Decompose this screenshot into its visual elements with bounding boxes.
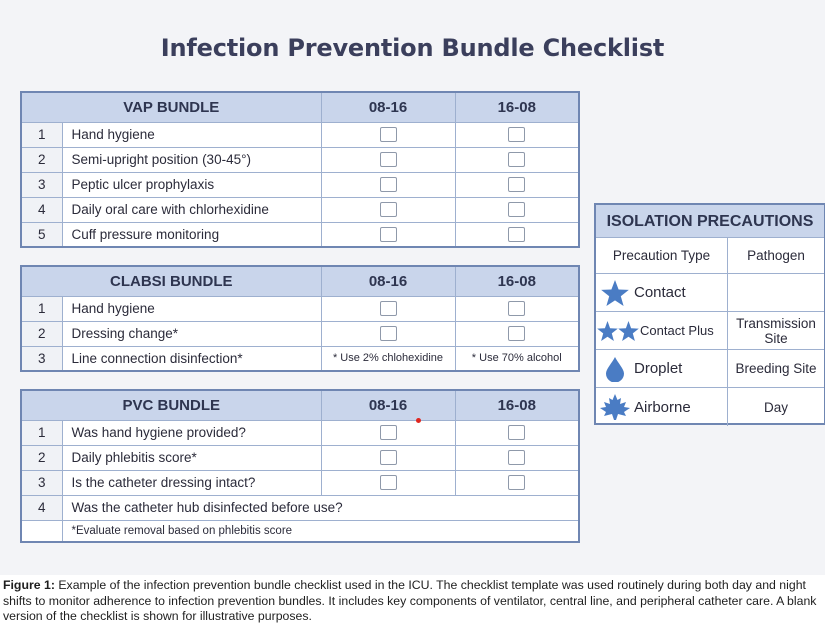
isolation-precautions-header: ISOLATION PRECAUTIONS — [596, 205, 824, 238]
table-row — [21, 495, 579, 520]
chlorhexidine-note: * Use 2% chlohexidine — [321, 346, 455, 371]
clabsi-bundle-header: CLABSI BUNDLE — [21, 266, 321, 296]
clabsi-bundle-table — [20, 265, 580, 372]
pathogen-value: Transmission Site — [736, 315, 816, 346]
checkbox[interactable] — [380, 326, 397, 341]
checkbox[interactable] — [380, 152, 397, 167]
checkbox[interactable] — [380, 202, 397, 217]
caption-text: Example of the infection prevention bundle checklist used in the ICU. The checklist template was used routinely during both day and night shifts to monitor adherence to infection prevention bundles. It includes key components of ventilator, central line, and peripheral catheter care. A blank version of the checklist is shown for illustrative purposes. — [3, 578, 817, 623]
isolation-precautions-panel — [594, 203, 825, 425]
table-row — [21, 445, 579, 470]
row-number: 3 — [21, 470, 62, 495]
checkbox[interactable] — [508, 127, 525, 142]
clabsi-shift-day-header: 08-16 — [321, 266, 455, 296]
pvc-bundle-table — [20, 389, 580, 543]
figure-caption — [3, 578, 823, 625]
checkbox[interactable] — [508, 475, 525, 490]
checklist-item-label: Line connection disinfection* — [62, 346, 321, 371]
table-row — [21, 172, 579, 197]
checklist-item-label: Dressing change* — [62, 321, 321, 346]
checkbox[interactable] — [508, 152, 525, 167]
pathogen-value: Breeding Site — [735, 361, 817, 376]
row-number: 3 — [21, 172, 62, 197]
row-number: 3 — [21, 346, 62, 371]
vap-bundle-table — [20, 91, 580, 248]
table-row — [21, 122, 579, 147]
checkbox[interactable] — [380, 475, 397, 490]
row-number: 4 — [21, 197, 62, 222]
checklist-item-label: Hand hygiene — [62, 122, 321, 147]
checklist-item-label: Daily oral care with chlorhexidine — [62, 197, 321, 222]
row-number: 1 — [21, 122, 62, 147]
precaution-type-header: Precaution Type — [596, 238, 728, 273]
row-number: 1 — [21, 296, 62, 321]
pvc-bundle-header: PVC BUNDLE — [21, 390, 321, 420]
checkbox[interactable] — [380, 227, 397, 242]
row-number: 5 — [21, 222, 62, 247]
checklist-item-label: Is the catheter dressing intact? — [62, 470, 321, 495]
pathogen-value: Day — [763, 399, 788, 415]
vap-shift-day-header: 08-16 — [321, 92, 455, 122]
pathogen-value — [728, 274, 824, 311]
checkbox[interactable] — [508, 450, 525, 465]
checkbox[interactable] — [508, 202, 525, 217]
pathogen-header: Pathogen — [747, 248, 805, 263]
phlebitis-footnote: *Evaluate removal based on phlebitis score — [62, 520, 579, 542]
pvc-shift-day-header: 08-16 — [321, 390, 455, 420]
checkbox[interactable] — [380, 127, 397, 142]
star-icon — [596, 279, 634, 307]
row-number: 1 — [21, 420, 62, 445]
precaution-row — [596, 274, 824, 312]
pvc-shift-night-header: 16-08 — [455, 390, 579, 420]
checklist-item-label: Hand hygiene — [62, 296, 321, 321]
row-number: 2 — [21, 321, 62, 346]
checklist-item-label: Daily phlebitis score* — [62, 445, 321, 470]
precaution-label: Contact Plus — [640, 323, 714, 338]
checkbox[interactable] — [508, 227, 525, 242]
checkbox[interactable] — [508, 177, 525, 192]
page-title: Infection Prevention Bundle Checklist — [160, 34, 665, 62]
checklist-item-label: Was hand hygiene provided? — [62, 420, 321, 445]
droplet-icon — [596, 356, 634, 382]
precaution-label: Airborne — [634, 398, 691, 416]
vap-bundle-header: VAP BUNDLE — [21, 92, 321, 122]
checklist-item-label: Peptic ulcer prophylaxis — [62, 172, 321, 197]
row-number: 4 — [21, 495, 62, 520]
checkbox[interactable] — [508, 301, 525, 316]
checkbox[interactable] — [508, 326, 525, 341]
isolation-column-headers — [596, 238, 824, 274]
alcohol-note: * Use 70% alcohol — [455, 346, 579, 371]
precaution-label: Droplet — [634, 360, 683, 377]
caption-label: Figure 1: — [3, 578, 55, 592]
vap-shift-night-header: 16-08 — [455, 92, 579, 122]
checklist-item-label: Cuff pressure monitoring — [62, 222, 321, 247]
checklist-item-label: Was the catheter hub disinfected before use? — [62, 495, 579, 520]
table-row — [21, 470, 579, 495]
precaution-row — [596, 312, 824, 350]
table-row — [21, 222, 579, 247]
table-row — [21, 321, 579, 346]
table-row — [21, 197, 579, 222]
row-number: 2 — [21, 147, 62, 172]
checkbox[interactable] — [380, 425, 397, 440]
checkbox[interactable] — [380, 301, 397, 316]
table-row — [21, 346, 579, 371]
checkbox[interactable] — [380, 177, 397, 192]
table-row — [21, 420, 579, 445]
checkbox[interactable] — [508, 425, 525, 440]
clabsi-shift-night-header: 16-08 — [455, 266, 579, 296]
table-row — [21, 147, 579, 172]
table-row — [21, 296, 579, 321]
precaution-row — [596, 388, 824, 426]
footnote-row — [21, 520, 579, 542]
leaf-icon — [596, 393, 634, 421]
checkbox[interactable] — [380, 450, 397, 465]
row-number: 2 — [21, 445, 62, 470]
precaution-row — [596, 350, 824, 388]
checklist-item-label: Semi-upright position (30-45°) — [62, 147, 321, 172]
red-dot-mark — [416, 418, 421, 423]
double-star-icon — [596, 320, 640, 342]
precaution-label: Contact — [634, 284, 686, 301]
